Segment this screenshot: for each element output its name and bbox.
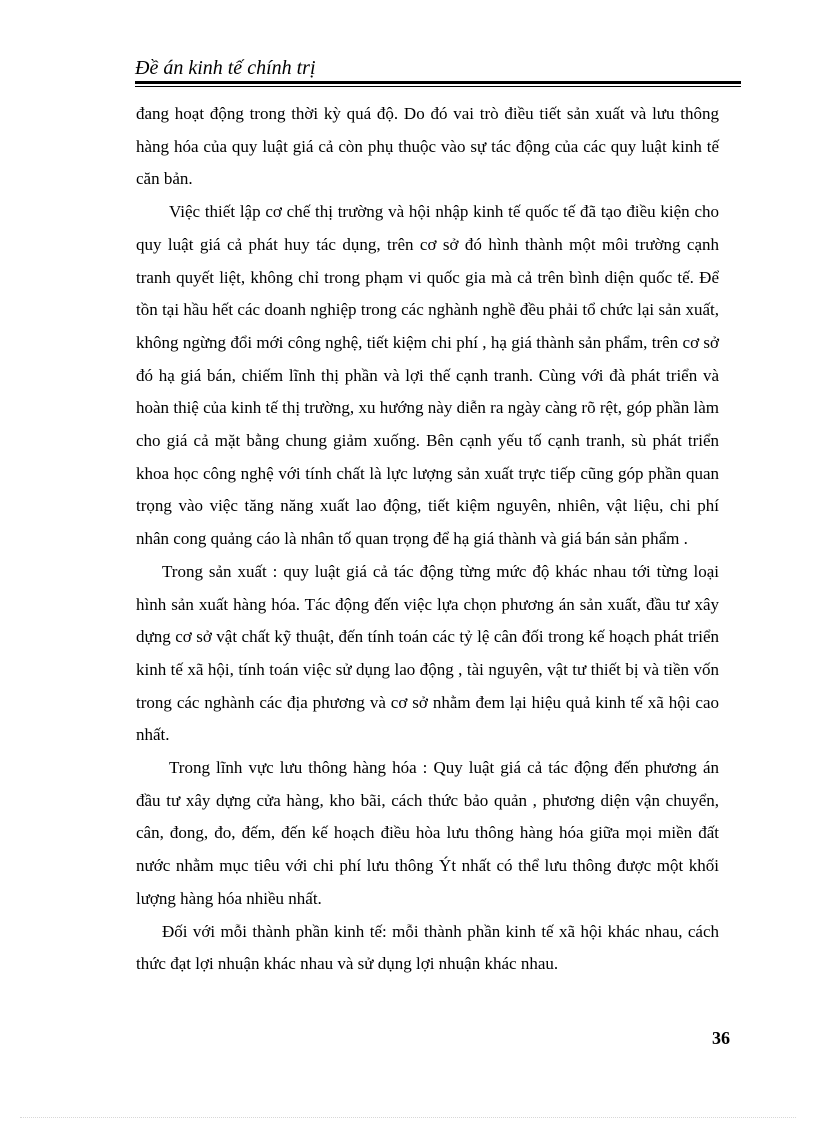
paragraph-circulation: Trong lĩnh vực lưu thông hàng hóa : Quy luật giá cả tác động đến phương án đầu tư xây dựng cửa hàng, kho bãi, cách thức bảo quản , phương diện vận chuyển, cân, đong, đo, đếm, đến kế hoạch điều hòa lưu thông hàng hóa giữa mọi miền đất nước nhằm mục tiêu với chi phí lưu thông Ýt nhất có thể lưu thông được một khối lượng hàng hóa nhiều nhất.: [136, 758, 719, 908]
body-text: [136, 98, 719, 981]
footer-divider: [20, 1117, 796, 1118]
header-rule-thin: [135, 86, 741, 87]
paragraph-economic-sectors: Đối với mỗi thành phần kinh tế: mỗi thành phần kinh tế xã hội khác nhau, cách thức đạt lợi nhuận khác nhau và sử dụng lợi nhuận khác nhau.: [136, 921, 719, 974]
page-number: 36: [712, 1028, 730, 1048]
header-rule-thick: [135, 81, 741, 84]
paragraph-continuation: đang hoạt động trong thời kỳ quá độ. Do đó vai trò điều tiết sản xuất và lưu thông hàng hóa của quy luật giá cả còn phụ thuộc vào sự tác động của các quy luật kinh tế căn bản.: [136, 104, 719, 189]
paragraph-production: Trong sản xuất : quy luật giá cả tác động từng mức độ khác nhau tới từng loại hình sản xuất hàng hóa. Tác động đến việc lựa chọn phương án sản xuất, đầu tư xây dựng cơ sở vật chất kỹ thuật, đến tính toán các tỷ lệ cân đối trong kế hoạch phát triển kinh tế xã hội, tính toán việc sử dụng lao động , tài nguyên, vật tư thiết bị và tiền vốn trong các nghành các địa phương và cơ sở nhằm đem lại hiệu quả kinh tế xã hội cao nhất.: [136, 561, 719, 745]
header-title: Đề án kinh tế chính trị: [135, 57, 316, 79]
page-header: [135, 56, 741, 80]
paragraph-market-mechanism: Việc thiết lập cơ chế thị trường và hội nhập kinh tế quốc tế đã tạo điều kiện cho quy luật giá cả phát huy tác dụng, trên cơ sở đó hình thành một môi trường cạnh tranh quyết liệt, không chỉ trong phạm vi quốc gia mà cả trên bình diện quốc tế. Để tồn tại hầu hết các doanh nghiệp trong các nghành nghề đều phải tổ chức lại sản xuất, không ngừng đổi mới công nghệ, tiết kiệm chi phí , hạ giá thành sản phẩm, trên cơ sở đó hạ giá bán, chiếm lĩnh thị phần và lợi thế cạnh tranh. Cùng với đà phát triển và hoàn thiệ của kinh tế thị trường, xu hướng này diễn ra ngày càng rõ rệt, góp phần làm cho giá cả mặt bằng chung giảm xuống. Bên cạnh yếu tố cạnh tranh, sù phát triển khoa học công nghệ với tính chất là lực lượng sản xuất trực tiếp cũng góp phần quan trọng vào việc tăng năng xuất lao động, tiết kiệm nguyên, nhiên, vật liệu, chi phí nhân cong quảng cáo là nhân tố quan trọng để hạ giá thành và giá bán sản phẩm .: [136, 202, 719, 549]
